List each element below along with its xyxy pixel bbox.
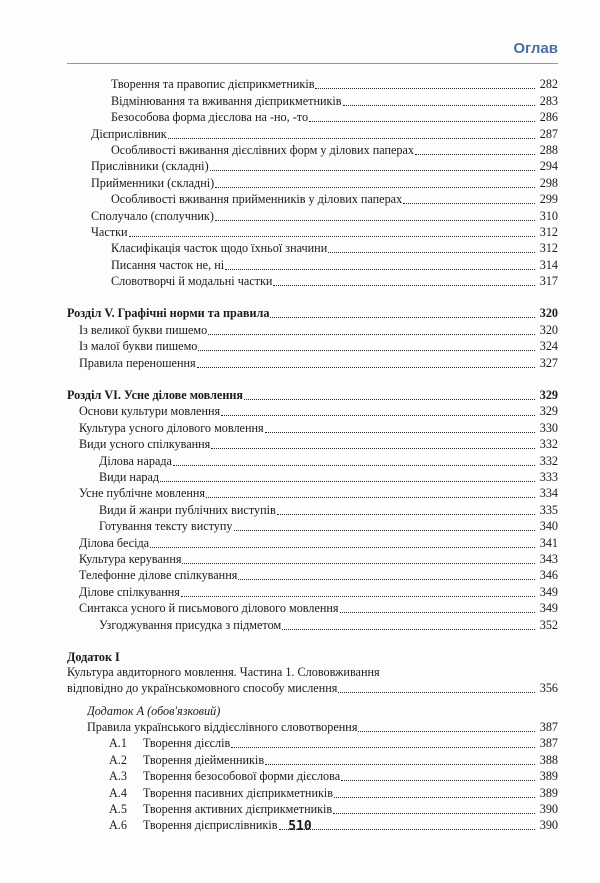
- toc-entry: [67, 551, 558, 567]
- toc-entry: [67, 616, 558, 632]
- leader-dots: [315, 84, 535, 89]
- toc-entry-title: Словотворчі й модальні частки: [111, 274, 273, 289]
- toc-entry-page: 330: [539, 420, 558, 435]
- appendix-heading: [67, 702, 558, 718]
- leader-dots: [273, 281, 535, 286]
- toc-entry-page: 389: [539, 785, 558, 800]
- toc-entry: [67, 240, 558, 256]
- toc-entry: [67, 76, 558, 92]
- toc-entry-number: А.6: [109, 818, 127, 833]
- toc-entry-page: 390: [539, 802, 558, 817]
- leader-dots: [173, 461, 535, 466]
- leader-dots: [415, 150, 535, 155]
- leader-dots: [215, 183, 535, 188]
- leader-dots: [265, 760, 535, 765]
- leader-dots: [210, 166, 535, 171]
- toc-entry-title: Види усного спілкування: [79, 437, 211, 452]
- toc-entry-page: 341: [539, 535, 558, 550]
- toc-entry: [67, 207, 558, 223]
- leader-dots: [182, 559, 535, 564]
- toc-entry: [67, 583, 558, 599]
- toc-entry-title: Творення пасивних дієприкметників: [143, 785, 334, 800]
- leader-dots: [129, 232, 535, 237]
- toc-entry-page: 329: [539, 388, 558, 403]
- toc-entry-page: 324: [539, 339, 558, 354]
- leader-dots: [238, 575, 535, 580]
- toc-entry-title: Правила українського віддієслівного словотворення: [87, 720, 358, 735]
- toc-entry: [67, 600, 558, 616]
- toc-entry-title: Творення активних дієприкметників: [143, 802, 333, 817]
- toc-entry: [67, 109, 558, 125]
- toc-entry-title: Творення та правопис дієприкметників: [111, 77, 315, 92]
- spacer: [67, 289, 558, 305]
- toc-entry-page: 329: [539, 404, 558, 419]
- toc-entry-title: Класифікація часток щодо їхньої значини: [111, 241, 328, 256]
- toc-entry-page: 314: [539, 257, 558, 272]
- toc-entry-number: А.1: [109, 736, 127, 751]
- toc-entry: [67, 436, 558, 452]
- toc-entry: [67, 501, 558, 517]
- leader-dots: [225, 265, 535, 270]
- toc-entry: [67, 518, 558, 534]
- toc-entry-page: 340: [539, 519, 558, 534]
- toc-entry-page: 286: [539, 110, 558, 125]
- toc-entry: [67, 403, 558, 419]
- leader-dots: [197, 363, 535, 368]
- toc-entry: [67, 719, 558, 735]
- toc-entry: [67, 174, 558, 190]
- leader-dots: [403, 199, 535, 204]
- toc-entry-page: 317: [539, 274, 558, 289]
- leader-dots: [160, 477, 535, 482]
- toc-entry-page: 282: [539, 77, 558, 92]
- toc-entry: [67, 735, 558, 751]
- leader-dots: [340, 608, 535, 613]
- toc-entry-page: 310: [539, 208, 558, 223]
- leader-dots: [181, 592, 535, 597]
- toc-entry-page: 352: [539, 617, 558, 632]
- toc-entry: [67, 452, 558, 468]
- toc-entry-title: Культура усного ділового мовлення: [79, 420, 264, 435]
- toc-entry: [67, 784, 558, 800]
- toc-entry-title: Синтакса усного й письмового ділового мовлення: [79, 601, 339, 616]
- toc-entry: [67, 191, 558, 207]
- leader-dots: [270, 313, 535, 318]
- toc-entry-page: 349: [539, 601, 558, 616]
- table-of-contents: [67, 76, 558, 833]
- toc-entry-page: 299: [539, 192, 558, 207]
- leader-dots: [343, 101, 535, 106]
- toc-entry-title: Прислівники (складні): [91, 159, 209, 174]
- toc-entry: [67, 768, 558, 784]
- leader-dots: [328, 248, 535, 253]
- leader-dots: [231, 743, 535, 748]
- toc-entry-title: Творення дієслів: [143, 736, 231, 751]
- toc-entry: [67, 801, 558, 817]
- toc-entry-page: 343: [539, 551, 558, 566]
- leader-dots: [282, 625, 535, 630]
- toc-entry-title: Розділ VI. Усне ділове мовлення: [67, 388, 243, 403]
- toc-entry-page: 327: [539, 355, 558, 370]
- leader-dots: [215, 216, 535, 221]
- leader-dots: [333, 809, 535, 814]
- toc-entry-page: 312: [539, 241, 558, 256]
- toc-entry: [67, 680, 558, 696]
- toc-entry-title: Частки: [91, 224, 128, 239]
- toc-entry-page: 333: [539, 469, 558, 484]
- toc-entry-number: А.4: [109, 785, 127, 800]
- page-number: 510: [288, 819, 312, 834]
- toc-entry-title: Писання часток не, ні: [111, 257, 225, 272]
- leader-dots: [358, 727, 535, 732]
- toc-entry-title: Розділ V. Графічні норми та правила: [67, 306, 270, 321]
- leader-dots: [150, 543, 535, 548]
- toc-entry: [67, 534, 558, 550]
- toc-entry: [67, 273, 558, 289]
- toc-entry-page: 387: [539, 736, 558, 751]
- spacer: [67, 633, 558, 649]
- leader-dots: [265, 428, 535, 433]
- toc-entry: [67, 751, 558, 767]
- toc-entry-page: 349: [539, 584, 558, 599]
- toc-entry-page: 312: [539, 224, 558, 239]
- toc-entry-title: Усне публічне мовлення: [79, 486, 206, 501]
- toc-entry-page: 334: [539, 486, 558, 501]
- leader-dots: [211, 444, 535, 449]
- toc-entry: [67, 92, 558, 108]
- leader-dots: [206, 493, 535, 498]
- toc-entry: [67, 256, 558, 272]
- toc-entry-title: Узгоджування присудка з підметом: [99, 617, 282, 632]
- toc-entry-number: А.2: [109, 752, 127, 767]
- toc-entry-title: Культура керування: [79, 551, 182, 566]
- leader-dots: [208, 330, 535, 335]
- leader-dots: [168, 134, 535, 139]
- toc-entry-title: відповідно до українськомовного способу мислення: [67, 681, 338, 696]
- toc-entry-page: 298: [539, 175, 558, 190]
- toc-entry-title: Особливості вживання прийменників у ділових паперах: [111, 192, 403, 207]
- toc-entry: [67, 354, 558, 370]
- toc-entry-title: Прийменники (складні): [91, 175, 215, 190]
- leader-dots: [244, 395, 535, 400]
- toc-entry-page: 387: [539, 720, 558, 735]
- toc-entry-title: Із малої букви пишемо: [79, 339, 198, 354]
- toc-entry-title: Правила переношення: [79, 355, 196, 370]
- toc-entry-page: 388: [539, 752, 558, 767]
- toc-entry-page: 332: [539, 437, 558, 452]
- leader-dots: [277, 510, 535, 515]
- appendix-line: Культура авдиторного мовлення. Частина 1. Слововживання: [67, 664, 380, 679]
- toc-entry: [67, 125, 558, 141]
- toc-entry-title: Із великої букви пишемо: [79, 322, 208, 337]
- leader-dots: [309, 117, 535, 122]
- toc-entry: [67, 224, 558, 240]
- toc-entry-title: Ділове спілкування: [79, 584, 180, 599]
- toc-entry-page: 390: [539, 818, 558, 833]
- leader-dots: [234, 526, 536, 531]
- toc-entry-title: Основи культури мовлення: [79, 404, 221, 419]
- toc-entry-title: Види нарад: [99, 469, 160, 484]
- leader-dots: [341, 776, 535, 781]
- toc-entry: [67, 469, 558, 485]
- toc-entry: [67, 158, 558, 174]
- toc-entry-page: 389: [539, 769, 558, 784]
- toc-entry-title: Творення безособової форми дієслова: [143, 769, 341, 784]
- toc-entry-number: А.3: [109, 769, 127, 784]
- leader-dots: [198, 346, 535, 351]
- toc-entry: [67, 142, 558, 158]
- header-rule: [67, 63, 558, 64]
- toc-entry-page: 335: [539, 502, 558, 517]
- toc-entry-title: Творення діейменників: [143, 752, 265, 767]
- appendix-heading: [67, 649, 558, 665]
- toc-section-heading: [67, 387, 558, 403]
- toc-section-heading: [67, 305, 558, 321]
- toc-entry-title: Телефонне ділове спілкування: [79, 568, 238, 583]
- toc-entry-title: Дієприслівник: [91, 126, 167, 141]
- toc-entry-page: 283: [539, 93, 558, 108]
- toc-entry-page: 320: [539, 322, 558, 337]
- toc-entry-title: Безособова форма дієслова на -но, -то: [111, 110, 309, 125]
- toc-entry: [67, 485, 558, 501]
- toc-entry-title: Творення дієприслівників: [143, 818, 278, 833]
- toc-entry-title: Готування тексту виступу: [99, 519, 233, 534]
- spacer: [67, 371, 558, 387]
- toc-entry-number: А.5: [109, 802, 127, 817]
- toc-entry-title: Сполучало (сполучник): [91, 208, 214, 223]
- toc-entry: [67, 419, 558, 435]
- appendix-title: Додаток А (обов'язковий): [87, 703, 221, 718]
- leader-dots: [334, 793, 535, 798]
- toc-entry-page: 287: [539, 126, 558, 141]
- leader-dots: [221, 411, 535, 416]
- toc-entry-page: 346: [539, 568, 558, 583]
- toc-entry-title: Відмінювання та вживання дієприкметників: [111, 93, 342, 108]
- toc-entry-title: Ділова нарада: [99, 453, 172, 468]
- toc-entry-title: Види й жанри публічних виступів: [99, 502, 276, 517]
- running-header-title: Оглав: [513, 40, 558, 57]
- toc-entry-title: Ділова бесіда: [79, 535, 150, 550]
- toc-entry-page: 356: [539, 681, 558, 696]
- toc-entry-page: 288: [539, 142, 558, 157]
- toc-entry: [67, 567, 558, 583]
- toc-entry: [67, 338, 558, 354]
- toc-entry: [67, 321, 558, 337]
- toc-entry-page: 320: [539, 306, 558, 321]
- leader-dots: [338, 688, 535, 693]
- toc-entry-page: 294: [539, 159, 558, 174]
- appendix-title: Додаток I: [67, 649, 120, 664]
- toc-entry-title: Особливості вживання дієслівних форм у ділових паперах: [111, 142, 415, 157]
- toc-entry-page: 332: [539, 453, 558, 468]
